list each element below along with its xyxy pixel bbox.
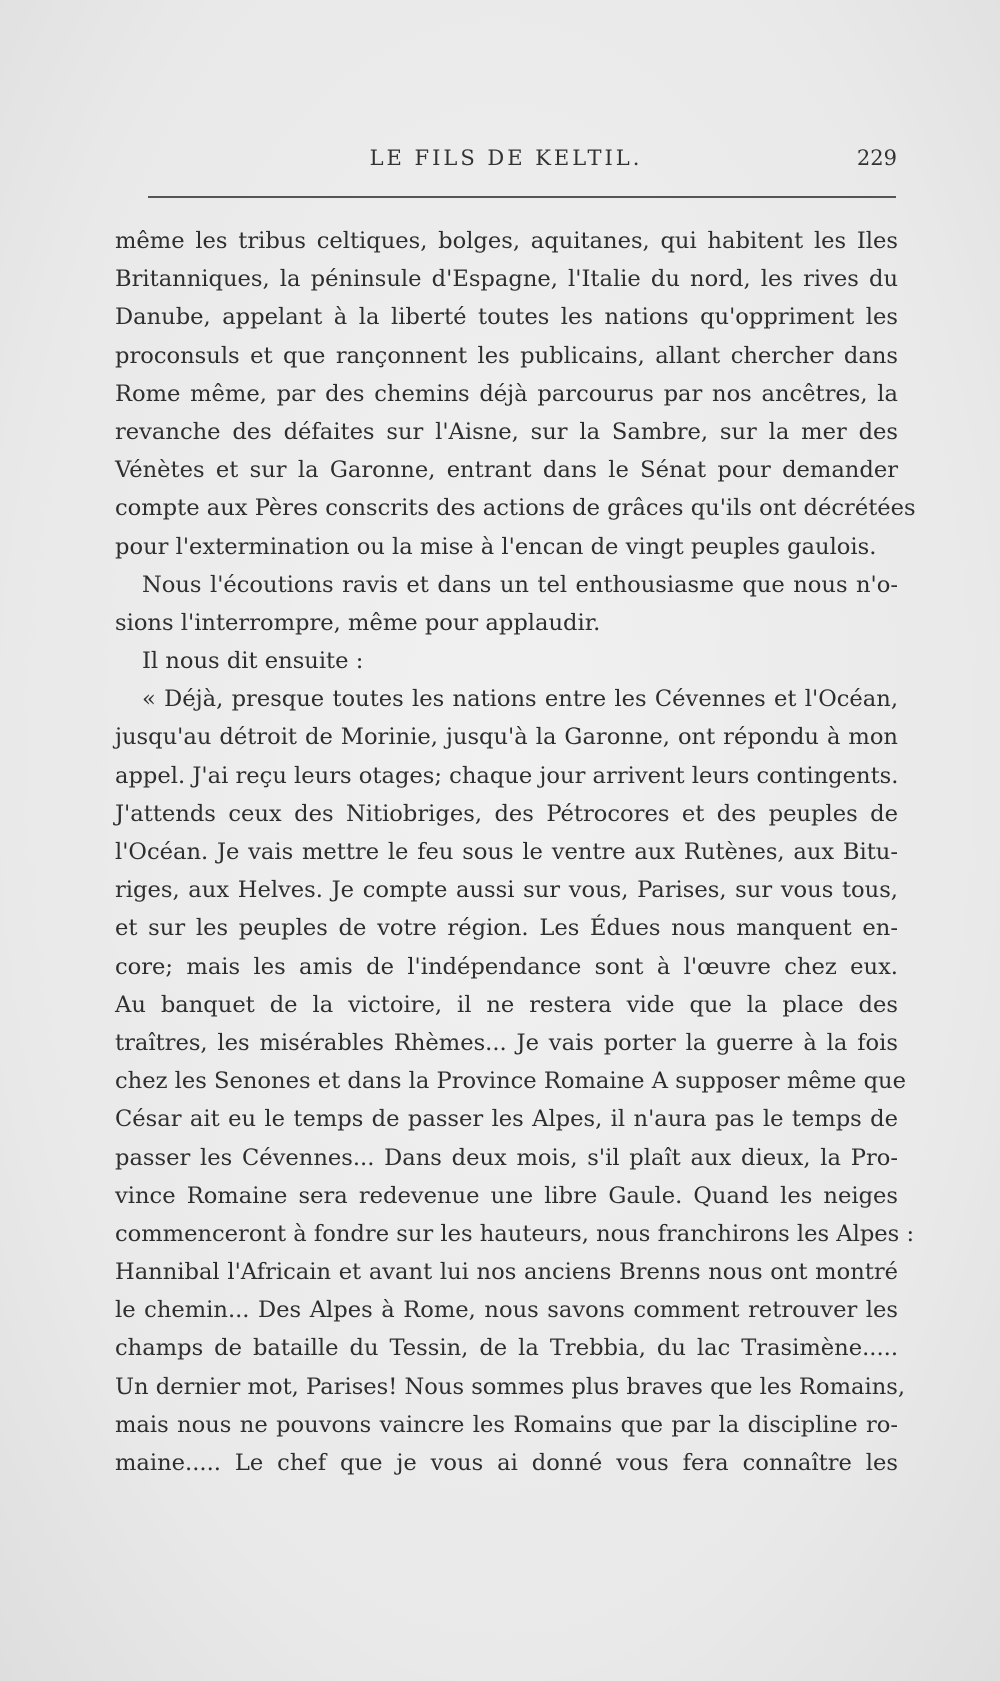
text-line: sions l'interrompre, même pour applaudir. (115, 609, 601, 636)
text-line: commenceront à fondre sur les hauteurs, nous franchirons les Alpes : (115, 1220, 915, 1247)
text-line: Nous l'écoutions ravis et dans un tel enthousiasme que nous n'o- (142, 571, 898, 598)
text-line: chez les Senones et dans la Province Romaine A supposer même que (115, 1068, 906, 1095)
text-line: maine..... Le chef que je vous ai donné vous fera connaître les (115, 1450, 898, 1476)
text-line: revanche des défaites sur l'Aisne, sur la Sambre, sur la mer des (115, 418, 898, 445)
header-rule (148, 196, 896, 198)
text-line: jusqu'au détroit de Morinie, jusqu'à la Garonne, ont répondu à mon (115, 724, 898, 751)
body-text (115, 222, 916, 1482)
text-line: champs de bataille du Tessin, de la Trebbia, du lac Trasimène..... (115, 1335, 898, 1362)
text-line: vince Romaine sera redevenue une libre Gaule. Quand les neiges (115, 1182, 898, 1209)
text-line: traîtres, les misérables Rhèmes... Je vais porter la guerre à la fois (115, 1029, 898, 1056)
text-line: Hannibal l'Africain et avant lui nos anciens Brenns nous ont montré (115, 1259, 898, 1286)
text-line: même les tribus celtiques, bolges, aquitanes, qui habitent les Iles (115, 228, 898, 254)
text-line: proconsuls et que rançonnent les publicains, allant chercher dans (115, 342, 898, 369)
text-line: Un dernier mot, Parises! Nous sommes plus braves que les Romains, (115, 1373, 906, 1400)
text-line: Rome même, par des chemins déjà parcourus par nos ancêtres, la (115, 380, 898, 407)
text-line: compte aux Pères conscrits des actions de grâces qu'ils ont décrétées (115, 495, 916, 522)
page-header (115, 146, 897, 176)
running-head: LE FILS DE KELTIL. (369, 146, 643, 170)
text-line: passer les Cévennes... Dans deux mois, s'il plaît aux dieux, la Pro- (115, 1144, 898, 1171)
page-number: 229 (856, 146, 897, 170)
text-line: appel. J'ai reçu leurs otages; chaque jour arrivent leurs contingents. (115, 762, 899, 789)
text-line: Britanniques, la péninsule d'Espagne, l'Italie du nord, les rives du (115, 266, 898, 293)
text-line: le chemin... Des Alpes à Rome, nous savons comment retrouver les (115, 1297, 898, 1324)
text-line: et sur les peuples de votre région. Les Édues nous manquent en- (115, 915, 898, 942)
text-line: César ait eu le temps de passer les Alpes, il n'aura pas le temps de (115, 1106, 898, 1133)
text-line: Il nous dit ensuite : (142, 648, 364, 675)
text-line: Danube, appelant à la liberté toutes les nations qu'oppriment les (115, 304, 898, 331)
text-line: mais nous ne pouvons vaincre les Romains que par la discipline ro- (115, 1411, 898, 1438)
text-line: « Déjà, presque toutes les nations entre les Cévennes et l'Océan, (142, 686, 898, 713)
text-line: Au banquet de la victoire, il ne restera vide que la place des (115, 991, 898, 1018)
text-line: pour l'extermination ou la mise à l'encan de vingt peuples gaulois. (115, 533, 877, 560)
text-line: Vénètes et sur la Garonne, entrant dans le Sénat pour demander (115, 457, 898, 484)
text-line: riges, aux Helves. Je compte aussi sur vous, Parises, sur vous tous, (115, 877, 898, 904)
text-line: J'attends ceux des Nitiobriges, des Pétrocores et des peuples de (115, 800, 898, 827)
text-line: l'Océan. Je vais mettre le feu sous le ventre aux Rutènes, aux Bitu- (115, 839, 898, 865)
text-line: core; mais les amis de l'indépendance sont à l'œuvre chez eux. (115, 953, 898, 980)
